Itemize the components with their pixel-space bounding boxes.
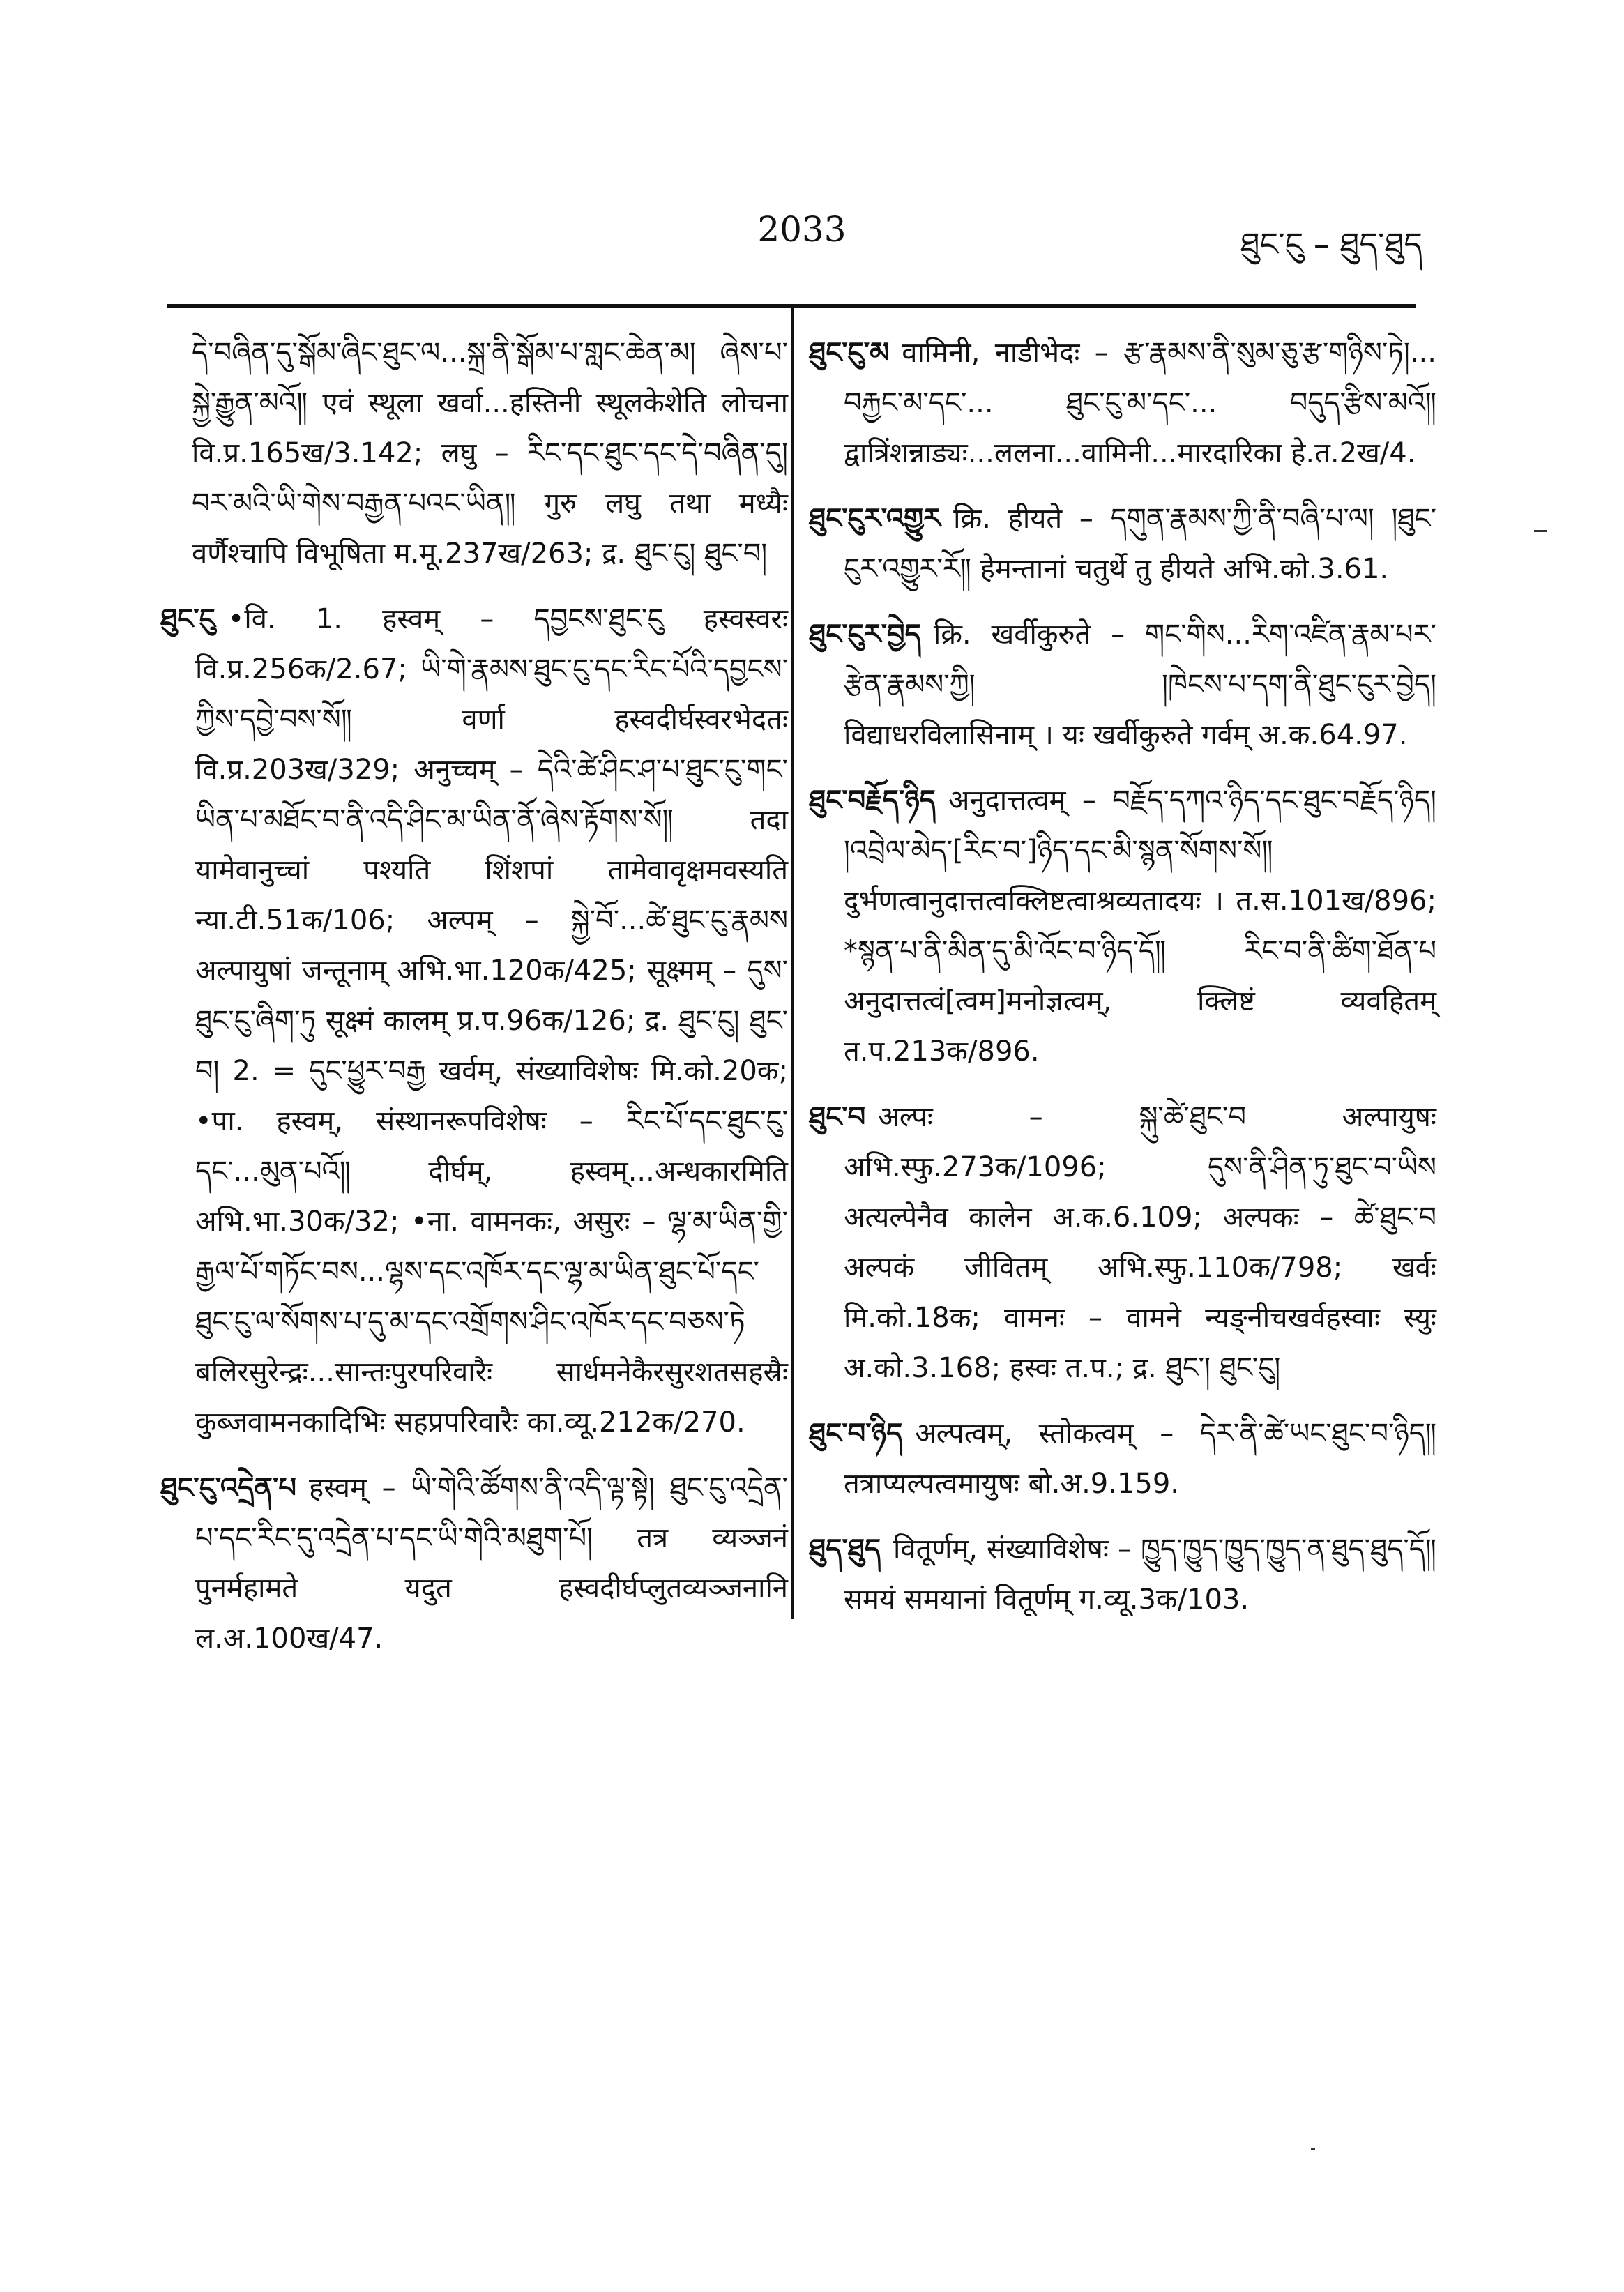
headword: ཐུང་ངུར་འགྱུར <box>809 503 941 535</box>
headword: ཐུང་ངུར་བྱེད <box>809 618 921 651</box>
dictionary-entry <box>809 1409 1436 1509</box>
headword: ཐུད་ཐུད <box>809 1533 881 1565</box>
running-head: ཐུང་ངུ – ཐུད་ཐུད <box>1240 225 1422 263</box>
right-column <box>809 328 1436 1640</box>
headword: ཐུང་བ་ཉིད <box>809 1418 903 1450</box>
entry-text: वामिनी, नाडीभेदः – རྩ་རྣམས་ནི་སུམ་ཅུ་རྩ་གཉིས་ཏེ།... བརྐྱང་མ་དང་... ཐུང་ངུ་མ་དང་... བདུད་རྩིས་མའོ༎ द्वात्रिंशन्नाड्यः...ललना...वामिनी...मारदारिका हे.त.2ख/4. <box>844 337 1436 469</box>
entry-text: क्रि. हीयते – དགུན་རྣམས་ཀྱི་ནི་བཞི་པ་ལ། །ཐུང་ངུར་འགྱུར་རོ༎ हेमन्तानां चतुर्थे तु हीयते अभि.को.3.61. <box>844 503 1436 585</box>
headword: ཐུང་བརྗོད་ཉིད <box>809 784 936 817</box>
entry-text: हस्वम् – ཡི་གེའི་ཚོགས་ནི་འདི་ལྟ་སྟེ། ཐུང་ངུ་འདྲེན་པ་དང་རིང་དུ་འདྲེན་པ་དང་ཡི་གེའི་མཐུག་པོ། तत्र व्यञ्जनं पुनर्महामते यदुत हस्वदीर्घप्लुतव्यञ्जनानि ल.अ.100ख/47. <box>195 1472 788 1655</box>
dictionary-entry <box>809 609 1436 760</box>
dictionary-entry <box>809 1524 1436 1625</box>
entry-text: अल्पः – སྐུ་ཚེ་ཐུང་བ अल्पायुषः अभि.स्फु.273क/1096; དུས་ནི་ཤིན་ཏུ་ཐུང་བ་ཡིས अत्यल्पेनैव कालेन अ.क.6.109; अल्पकः – ཚེ་ཐུང་བ अल्पकं जीवितम् अभि.स्फु.110क/798; खर्वः मि.को.18क; वामनः – वामने न्यङ्नीचखर्वहस्वाः स्युः अ.को.3.168; हस्वः त.प.; द्र. ཐུང་། ཐུང་ངུ། <box>844 1101 1436 1384</box>
entry-text: अनुदात्तत्वम् – བརྗོད་དཀའ་ཉིད་དང་ཐུང་བརྗོད་ཉིད། །འབྲེལ་མེད་[རིང་བ་]ཉིད་དང་མི་སྙན་སོགས་སོ༎ दुर्भणत्वानुदात्तत्वक्लिष्टत्वाश्रव्यतादयः । त.स.101ख/896; *སྙན་པ་ནི་མིན་དུ་མི་འོང་བ་ཉིད་དོ༎ རིང་བ་ནི་ཚིག་ཐོན་པ अनुदात्तत्वं[त्वम]मनोज्ञत्वम्, क्लिष्टं व्यवहितम् त.प.213क/896. <box>844 784 1436 1068</box>
entry-text: क्रि. खर्वीकुरुते – གང་གིས...རིག་འཛིན་རྣམ་པར་རྩེན་རྣམས་ཀྱི། །ཁེངས་པ་དག་ནི་ཐུང་ངུར་བྱེད། विद्याधरविलासिनाम् । यः खर्वीकुरुते गर्वम् अ.क.64.97. <box>844 618 1436 751</box>
entry-text: अल्पत्वम्, स्तोकत्वम् – དེར་ནི་ཚེ་ཡང་ཐུང་བ་ཉིད༎ तत्राप्यल्पत्वमायुषः बो.अ.9.159. <box>844 1418 1436 1500</box>
entry-text: वितूर्णम्, संख्याविशेषः – ཁྱུད་ཁྱུད་ཁྱུད་ཁྱུད་ན་ཐུད་ཐུད་དོ༎ समयं समयानां वितूर्णम् ग.व्यू.3क/103. <box>844 1533 1436 1616</box>
dictionary-entry <box>809 494 1436 594</box>
dictionary-entry <box>809 328 1436 478</box>
headword: ཐུང་བ <box>809 1101 866 1133</box>
entry-text: དེ་བཞིན་དུ་སྒོམ་ཞིང་ཐུང་ལ...སྐྲ་ནི་སྒོམ་པ་གླང་ཆེན་མ། ཞེས་པ་སྐྱེ་རྒྱུན་མའོ༎ एवं स्थूला खर्वा...हस्तिनी स्थूलकेशेति लोचना वि.प्र.165ख/3.142; लघु – རིང་དང་ཐུང་དང་དེ་བཞིན་དུ། བར་མའི་ཡི་གེས་བརྒྱན་པའང་ཡིན༎ गुरु लघु तथा मध्यैः वर्णैश्चापि विभूषिता म.मू.237ख/263; द्र. ཐུང་ངུ། ཐུང་བ། <box>192 337 788 570</box>
left-column <box>160 328 788 1679</box>
page-number: 2033 <box>757 209 847 250</box>
headword: ཐུང་ངུ་མ <box>809 337 890 369</box>
headword: ཐུང་ངུ <box>160 603 215 635</box>
dictionary-entry <box>809 1092 1436 1393</box>
dictionary-entry <box>809 775 1436 1077</box>
column-divider <box>791 308 794 1619</box>
entry-text: •वि. 1. हस्वम् – དབྱངས་ཐུང་ངུ हस्वस्वरः वि.प्र.256क/2.67; ཡི་གེ་རྣམས་ཐུང་ངུ་དང་རིང་པོའི་དབྱངས་ཀྱིས་དབྱེ་བས་སོ༎ वर्णा हस्वदीर्घस्वरभेदतः वि.प्र.203ख/329; अनुच्चम् – དེའི་ཚེ་ཤིང་ཤ་པ་ཐུང་ངུ་གང་ཡིན་པ་མཐོང་བ་ནི་འདི་ཤིང་མ་ཡིན་ནོ་ཞེས་རྟོགས་སོ༎ तदा यामेवानुच्चां पश्यति शिंशपां तामेवावृक्षमवस्यति न्या.टी.51क/106; अल्पम् – སྐྱེ་བོ་...ཚེ་ཐུང་ངུ་རྣམས अल्पायुषां जन्तूनाम् अभि.भा.120क/425; सूक्ष्मम् – དུས་ཐུང་ངུ་ཞིག་ཏུ सूक्ष्मं कालम् प्र.प.96क/126; द्र. ཐུང་ངུ། ཐུང་བ། 2. = དུང་ཕྱུར་བརྒྱ खर्वम्, संख्याविशेषः मि.को.20क; •पा. हस्वम्, संस्थानरूपविशेषः – རིང་པོ་དང་ཐུང་ངུ་དང་...མུན་པའོ༎ दीर्घम्, हस्वम्...अन्धकारमिति अभि.भा.30क/32; •ना. वामनकः, असुरः – ལྷ་མ་ཡིན་གྱི་རྒྱལ་པོ་གཏོང་བས...ལྷས་དང་འཁོར་དང་ལྷ་མ་ཡིན་ཐུང་པོ་དང་ཐུང་ངུ་ལ་སོགས་པ་དུ་མ་དང་འགྲོགས་ཤིང་འཁོར་དང་བཅས་ཏེ बलिरसुरेन्द्रः...सान्तःपुरपरिवारैः सार्धमनेकैरसुरशतसहस्रैः कुब्जवामनकादिभिः सहप्रपरिवारैः का.व्यू.212क/270. <box>195 603 788 1439</box>
dictionary-entry <box>160 594 788 1448</box>
headword: ཐུང་ངུ་འདྲེན་པ <box>160 1472 296 1504</box>
scan-mark <box>1534 530 1547 532</box>
dictionary-entry <box>160 1463 788 1664</box>
scan-mark <box>1311 2148 1315 2150</box>
dictionary-entry <box>160 328 788 579</box>
